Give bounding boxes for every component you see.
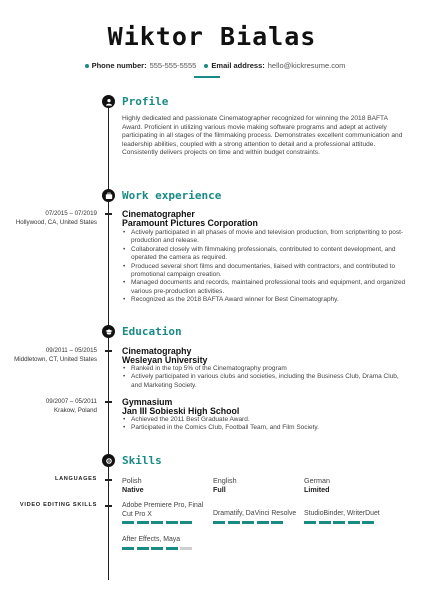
skill-level-bar bbox=[122, 547, 192, 550]
list-item: • Recognized as the 2018 BAFTA Award winner for Best Cinematography. bbox=[122, 296, 407, 304]
list-item: • Actively participated in various clubs and societies, including the Business Club, Drama Club, and Marketing Society. bbox=[122, 373, 407, 390]
phone-label: Phone number: bbox=[91, 61, 147, 70]
skill-item: StudioBinder, WriterDuet bbox=[304, 510, 380, 517]
skill-level-segment bbox=[151, 521, 163, 524]
list-item: • Managed documents and records, maintained professional tools and equipment, and organized various pre-production activities. bbox=[122, 279, 407, 296]
skill-level-segment bbox=[257, 521, 269, 524]
skill-level-segment bbox=[242, 521, 254, 524]
skill-item: Adobe Premiere Pro, Final Cut Pro X bbox=[122, 502, 204, 518]
profile-summary: Highly dedicated and passionate Cinematographer recognized for winning the 2018 BAFTA Award. Proficient in utilizing various movie making software programs and adept at actively participating in all stages of the filmmaking process. Demonstrates excellent communication and leadership abilities, coupled with a strong attention to detail and a professional attitude. Consistently delivers projects on time and within budget constraints. bbox=[122, 115, 403, 157]
phone-value: 555-555-5555 bbox=[149, 61, 197, 70]
timeline-tick bbox=[105, 350, 112, 352]
skill-level-bar bbox=[213, 521, 283, 524]
email-label: Email address: bbox=[211, 61, 265, 70]
list-item: • Participated in the Comics Club, Football Team, and Film Society. bbox=[122, 424, 407, 432]
list-item: • Achieved the 2011 Best Graduate Award. bbox=[122, 416, 407, 424]
skill-level-bar bbox=[304, 521, 374, 524]
skill-level-segment bbox=[213, 521, 225, 524]
briefcase-icon bbox=[102, 189, 115, 202]
job-bullets bbox=[122, 229, 407, 305]
contact-line bbox=[0, 61, 424, 70]
skill-item: Dramatify, DaVinci Resolve bbox=[213, 510, 297, 517]
job-role-company: Cinematographer Paramount Pictures Corporation bbox=[122, 209, 258, 229]
skill-level-segment bbox=[228, 521, 240, 524]
candidate-name: Wiktor Bialas bbox=[107, 22, 317, 51]
skill-level-segment bbox=[166, 547, 178, 550]
section-title-experience: Work experience bbox=[122, 189, 222, 202]
skill-level-segment bbox=[180, 547, 192, 550]
person-icon bbox=[102, 95, 115, 108]
skill-level-segment bbox=[348, 521, 360, 524]
skill-level-segment bbox=[122, 547, 134, 550]
list-item: • Actively participated in all phases of movie and television production, from scriptwriting to post-production and release. bbox=[122, 229, 407, 246]
skill-level-segment bbox=[137, 547, 149, 550]
timeline-tick bbox=[105, 401, 112, 403]
section-title-skills: Skills bbox=[122, 454, 162, 467]
timeline-line bbox=[108, 100, 109, 580]
skill-level-segment bbox=[151, 547, 163, 550]
skill-level-segment bbox=[362, 521, 374, 524]
language-item: Polish Native bbox=[122, 476, 144, 494]
education-degree-school: Gymnasium Jan III Sobieski High School bbox=[122, 397, 240, 417]
section-title-education: Education bbox=[122, 325, 182, 338]
skill-level-segment bbox=[271, 521, 283, 524]
languages-label: LANGUAGES bbox=[54, 476, 97, 482]
timeline-tick bbox=[105, 213, 112, 215]
skill-level-segment bbox=[333, 521, 345, 524]
list-item: • Produced several short films and documentaries, liaised with contractors, and contributed to promotional campaign creation. bbox=[122, 263, 407, 280]
language-item: English Full bbox=[213, 476, 237, 494]
language-item: German Limited bbox=[304, 476, 330, 494]
skill-level-segment bbox=[166, 521, 178, 524]
list-item: • Ranked in the top 5% of the Cinematography program bbox=[122, 365, 407, 373]
section-title-profile: Profile bbox=[122, 95, 169, 108]
bullet-dot-icon bbox=[204, 64, 208, 68]
job-dates: 07/2015 – 07/2019 Hollywood, CA, United States bbox=[15, 210, 97, 226]
header-accent-rule bbox=[194, 76, 220, 78]
video-editing-skills-label: VIDEO EDITING SKILLS bbox=[19, 502, 97, 508]
education-degree-school: Cinematography Wesleyan University bbox=[122, 346, 208, 366]
skill-level-segment bbox=[319, 521, 331, 524]
graduation-cap-icon bbox=[102, 325, 115, 338]
skill-level-segment bbox=[122, 521, 134, 524]
education-bullets bbox=[122, 365, 407, 390]
bullet-dot-icon bbox=[85, 64, 89, 68]
list-item: • Collaborated closely with filmmaking professionals, contributed to content development, and operated the camera as required. bbox=[122, 246, 407, 263]
education-dates: 09/2011 – 05/2015 Middletown, CT, United States bbox=[14, 347, 97, 363]
education-bullets bbox=[122, 416, 407, 433]
timeline-tick bbox=[105, 505, 112, 507]
education-dates: 09/2007 – 05/2011 Krakow, Poland bbox=[45, 398, 97, 414]
email-value: hello@kickresume.com bbox=[267, 61, 346, 70]
timeline-tick bbox=[105, 479, 112, 481]
skill-item: After Effects, Maya bbox=[122, 536, 181, 543]
skills-icon bbox=[102, 454, 115, 467]
skill-level-segment bbox=[180, 521, 192, 524]
skill-level-segment bbox=[137, 521, 149, 524]
skill-level-segment bbox=[304, 521, 316, 524]
skill-level-bar bbox=[122, 521, 192, 524]
